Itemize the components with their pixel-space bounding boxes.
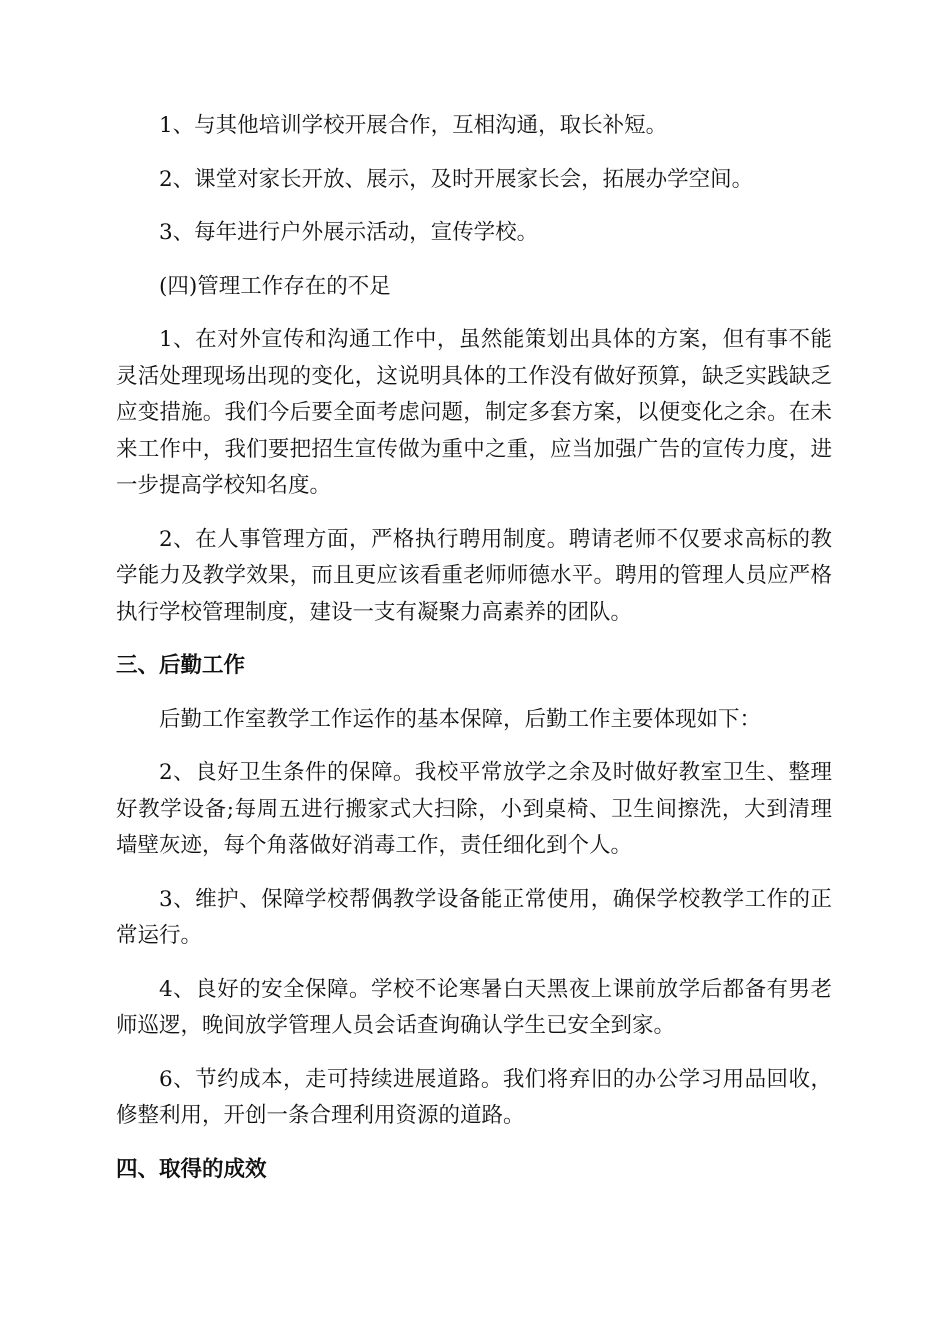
paragraph-logistics-intro: 后勤工作室教学工作运作的基本保障，后勤工作主要体现如下：: [159, 706, 762, 732]
paragraph-cost-saving: 6、节约成本，走可持续进展道路。我们将弃旧的办公学习用品回收，修整利用，开创一条合理利用资源的道路。: [116, 1066, 832, 1128]
section-heading-achievements: 四、取得的成效: [116, 1156, 267, 1182]
paragraph-cooperation: 1、与其他培训学校开展合作，互相沟通，取长补短。: [159, 113, 668, 138]
paragraph-personnel-management: 2、在人事管理方面，严格执行聘用制度。聘请老师不仅要求高标的教学能力及教学效果，而且更应该看重老师师德水平。聘用的管理人员应严格执行学校管理制度，建设一支有凝聚力高素养的团队。: [116, 526, 832, 625]
document-body: [116, 108, 832, 1205]
paragraph-publicity-shortcoming: 1、在对外宣传和沟通工作中，虽然能策划出具体的方案，但有事不能灵活处理现场出现的变化，这说明具体的工作没有做好预算，缺乏实践缺乏应变措施。我们今后要全面考虑问题，制定多套方案，以便变化之余。在未来工作中，我们要把招生宣传做为重中之重，应当加强广告的宣传力度，进一步提高学校知名度。: [116, 327, 832, 498]
paragraph-safety: 4、良好的安全保障。学校不论寒暑白天黑夜上课前放学后都备有男老师巡逻，晚间放学管理人员会话查询确认学生已安全到家。: [116, 976, 832, 1038]
paragraph-open-classroom: 2、课堂对家长开放、展示，及时开展家长会，拓展办学空间。: [159, 166, 754, 192]
paragraph-hygiene: 2、良好卫生条件的保障。我校平常放学之余及时做好教室卫生、整理好教学设备;每周五进行搬家式大扫除，小到桌椅、卫生间擦洗，大到清理墙壁灰迹，每个角落做好消毒工作，责任细化到个人。: [116, 760, 832, 858]
subheading-management-shortcomings: (四)管理工作存在的不足: [159, 273, 391, 299]
section-heading-logistics: 三、后勤工作: [116, 653, 246, 678]
paragraph-equipment: 3、维护、保障学校帮偶教学设备能正常使用，确保学校教学工作的正常运行。: [116, 886, 832, 948]
paragraph-outdoor-activity: 3、每年进行户外展示活动，宣传学校。: [159, 220, 539, 245]
